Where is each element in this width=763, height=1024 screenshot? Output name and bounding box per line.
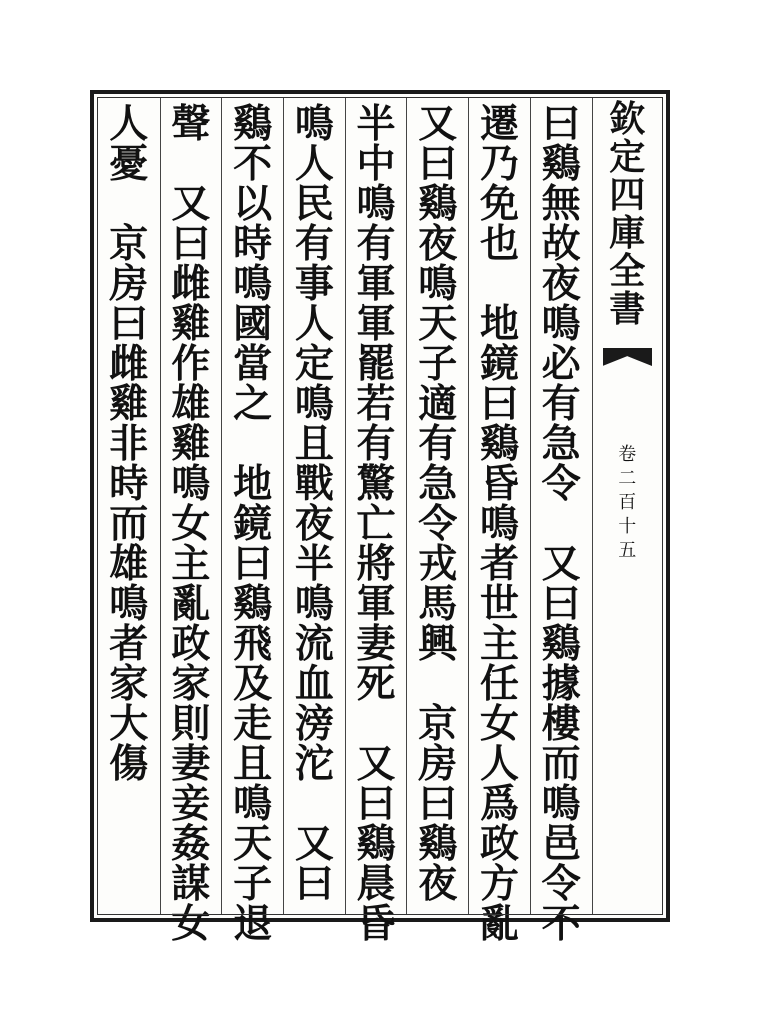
glyph: 雄 <box>171 381 211 427</box>
glyph: 京 <box>109 221 149 267</box>
text-column <box>468 98 530 947</box>
glyph: 鷄 <box>479 421 519 467</box>
glyph: 罷 <box>356 341 396 387</box>
glyph: 曰 <box>479 381 519 427</box>
glyph: 十 <box>618 516 637 537</box>
glyph: 鷄 <box>233 581 273 627</box>
glyph: 軍 <box>356 261 396 307</box>
glyph <box>480 264 519 304</box>
glyph: 書 <box>609 288 646 330</box>
book-title <box>593 100 663 328</box>
glyph: 半 <box>356 101 396 147</box>
glyph: 無 <box>541 181 581 227</box>
glyph: 樓 <box>541 701 581 747</box>
glyph: 憂 <box>109 141 149 187</box>
glyph: 爲 <box>479 781 519 827</box>
glyph: 鷄 <box>418 821 458 867</box>
glyph: 曰 <box>541 581 581 627</box>
glyph <box>295 784 334 824</box>
glyph: 又 <box>171 181 211 227</box>
glyph: 當 <box>233 341 273 387</box>
glyph: 適 <box>418 381 458 427</box>
glyph: 百 <box>618 492 637 513</box>
glyph: 鷄 <box>418 181 458 227</box>
glyph: 急 <box>541 421 581 467</box>
glyph: 人 <box>294 301 334 347</box>
glyph: 曰 <box>418 781 458 827</box>
glyph: 世 <box>479 581 519 627</box>
glyph: 鷄 <box>356 821 396 867</box>
glyph: 鳴 <box>356 181 396 227</box>
glyph: 雞 <box>171 421 211 467</box>
glyph <box>233 424 272 464</box>
column-text <box>469 101 530 947</box>
glyph: 故 <box>541 221 581 267</box>
glyph: 政 <box>479 821 519 867</box>
glyph: 有 <box>356 221 396 267</box>
glyph: 曰 <box>418 141 458 187</box>
glyph: 亂 <box>479 901 519 947</box>
glyph: 時 <box>233 221 273 267</box>
glyph: 時 <box>109 461 149 507</box>
glyph: 退 <box>233 901 273 947</box>
glyph <box>357 704 396 744</box>
glyph: 女 <box>171 501 211 547</box>
glyph: 事 <box>294 261 334 307</box>
glyph: 令 <box>541 461 581 507</box>
glyph: 夜 <box>418 861 458 907</box>
column-text <box>98 101 160 787</box>
glyph: 則 <box>171 701 211 747</box>
text-column <box>406 98 468 914</box>
glyph: 二 <box>618 468 637 489</box>
glyph: 妻 <box>171 741 211 787</box>
glyph: 又 <box>294 821 334 867</box>
fish-tail-mark-icon <box>603 348 653 366</box>
page-frame <box>90 90 670 947</box>
glyph: 乃 <box>479 141 519 187</box>
glyph: 房 <box>109 261 149 307</box>
glyph: 沱 <box>294 741 334 787</box>
glyph: 作 <box>171 341 211 387</box>
column-text <box>346 101 407 947</box>
glyph: 鏡 <box>233 501 273 547</box>
glyph: 雌 <box>171 261 211 307</box>
glyph <box>418 664 457 704</box>
glyph: 馬 <box>418 581 458 627</box>
glyph: 而 <box>541 741 581 787</box>
glyph: 中 <box>356 141 396 187</box>
glyph <box>171 144 210 184</box>
glyph: 雌 <box>109 341 149 387</box>
glyph: 政 <box>171 621 211 667</box>
text-column <box>283 98 345 914</box>
glyph: 鳴 <box>171 461 211 507</box>
column-text <box>222 101 283 947</box>
glyph: 雞 <box>109 381 149 427</box>
glyph: 鳴 <box>233 781 273 827</box>
text-column <box>221 98 283 947</box>
glyph: 人 <box>294 141 334 187</box>
glyph: 流 <box>294 621 334 667</box>
glyph: 之 <box>233 381 273 427</box>
glyph: 鳴 <box>541 781 581 827</box>
glyph: 遷 <box>479 101 519 147</box>
glyph: 卷 <box>618 444 637 465</box>
glyph: 主 <box>171 541 211 587</box>
glyph: 鳴 <box>479 501 519 547</box>
glyph: 方 <box>479 861 519 907</box>
glyph: 鳴 <box>294 581 334 627</box>
glyph: 鷄 <box>233 101 273 147</box>
glyph: 鳴 <box>294 381 334 427</box>
glyph: 飛 <box>233 621 273 667</box>
glyph: 晨 <box>356 861 396 907</box>
glyph <box>542 504 581 544</box>
glyph: 姦 <box>171 821 211 867</box>
glyph: 據 <box>541 661 581 707</box>
glyph: 全 <box>609 250 646 292</box>
glyph: 房 <box>418 741 458 787</box>
glyph: 傷 <box>109 741 149 787</box>
glyph: 軍 <box>356 581 396 627</box>
glyph: 鳴 <box>418 261 458 307</box>
text-column <box>160 98 222 947</box>
glyph: 昏 <box>356 901 396 947</box>
glyph: 邑 <box>541 821 581 867</box>
glyph: 不 <box>233 141 273 187</box>
glyph: 鏡 <box>479 341 519 387</box>
glyph: 又 <box>541 541 581 587</box>
glyph: 且 <box>294 421 334 467</box>
glyph: 有 <box>294 221 334 267</box>
column-text <box>284 101 345 907</box>
glyph: 以 <box>233 181 273 227</box>
glyph: 夜 <box>294 501 334 547</box>
glyph: 五 <box>618 540 637 561</box>
glyph: 者 <box>479 541 519 587</box>
glyph: 妻 <box>356 621 396 667</box>
glyph: 令 <box>418 501 458 547</box>
glyph: 曰 <box>171 221 211 267</box>
text-columns <box>98 98 662 947</box>
glyph: 昏 <box>479 461 519 507</box>
glyph: 曰 <box>233 541 273 587</box>
glyph: 曰 <box>294 861 334 907</box>
glyph: 定 <box>609 136 646 178</box>
glyph: 民 <box>294 181 334 227</box>
glyph: 夜 <box>541 261 581 307</box>
margin-column <box>592 98 663 914</box>
glyph: 有 <box>541 381 581 427</box>
glyph: 鳴 <box>109 581 149 627</box>
glyph: 也 <box>479 221 519 267</box>
glyph: 夜 <box>418 221 458 267</box>
glyph: 亡 <box>356 501 396 547</box>
glyph: 死 <box>356 661 396 707</box>
glyph: 曰 <box>109 301 149 347</box>
glyph: 四 <box>609 174 646 216</box>
glyph: 又 <box>418 101 458 147</box>
glyph: 定 <box>294 341 334 387</box>
glyph: 主 <box>479 621 519 667</box>
glyph: 半 <box>294 541 334 587</box>
glyph: 鳴 <box>294 101 334 147</box>
glyph: 興 <box>418 621 458 667</box>
glyph: 必 <box>541 341 581 387</box>
glyph: 國 <box>233 301 273 347</box>
glyph: 地 <box>479 301 519 347</box>
glyph: 免 <box>479 181 519 227</box>
glyph: 女 <box>479 701 519 747</box>
glyph: 戰 <box>294 461 334 507</box>
glyph: 家 <box>109 661 149 707</box>
glyph: 血 <box>294 661 334 707</box>
glyph: 及 <box>233 661 273 707</box>
glyph: 地 <box>233 461 273 507</box>
glyph: 雄 <box>109 541 149 587</box>
column-text <box>407 101 468 907</box>
glyph: 謀 <box>171 861 211 907</box>
glyph: 京 <box>418 701 458 747</box>
glyph: 急 <box>418 461 458 507</box>
text-column <box>530 98 592 947</box>
glyph: 鷄 <box>541 141 581 187</box>
glyph: 戎 <box>418 541 458 587</box>
glyph: 而 <box>109 501 149 547</box>
glyph: 家 <box>171 661 211 707</box>
glyph: 女 <box>171 901 211 947</box>
glyph: 欽 <box>609 98 646 140</box>
glyph: 聲 <box>171 101 211 147</box>
glyph <box>109 184 148 224</box>
glyph: 非 <box>109 421 149 467</box>
glyph: 天 <box>233 821 273 867</box>
glyph: 曰 <box>541 101 581 147</box>
glyph: 任 <box>479 661 519 707</box>
glyph: 者 <box>109 621 149 667</box>
glyph: 天 <box>418 301 458 347</box>
column-text <box>531 101 592 947</box>
glyph: 滂 <box>294 701 334 747</box>
glyph: 亂 <box>171 581 211 627</box>
glyph: 雞 <box>171 301 211 347</box>
glyph: 不 <box>541 901 581 947</box>
glyph: 令 <box>541 861 581 907</box>
column-text <box>161 101 222 947</box>
text-column <box>345 98 407 947</box>
glyph: 有 <box>418 421 458 467</box>
glyph: 軍 <box>356 301 396 347</box>
glyph: 鳴 <box>233 261 273 307</box>
glyph: 妾 <box>171 781 211 827</box>
glyph: 子 <box>233 861 273 907</box>
glyph: 驚 <box>356 461 396 507</box>
glyph: 走 <box>233 701 273 747</box>
text-column <box>98 98 160 914</box>
glyph: 子 <box>418 341 458 387</box>
glyph: 曰 <box>356 781 396 827</box>
glyph: 有 <box>356 421 396 467</box>
glyph: 鷄 <box>541 621 581 667</box>
glyph: 庫 <box>609 212 646 254</box>
glyph: 大 <box>109 701 149 747</box>
glyph: 若 <box>356 381 396 427</box>
volume-label <box>593 443 663 563</box>
glyph: 鳴 <box>541 301 581 347</box>
glyph: 且 <box>233 741 273 787</box>
glyph: 又 <box>356 741 396 787</box>
glyph: 人 <box>109 101 149 147</box>
glyph: 將 <box>356 541 396 587</box>
glyph: 人 <box>479 741 519 787</box>
